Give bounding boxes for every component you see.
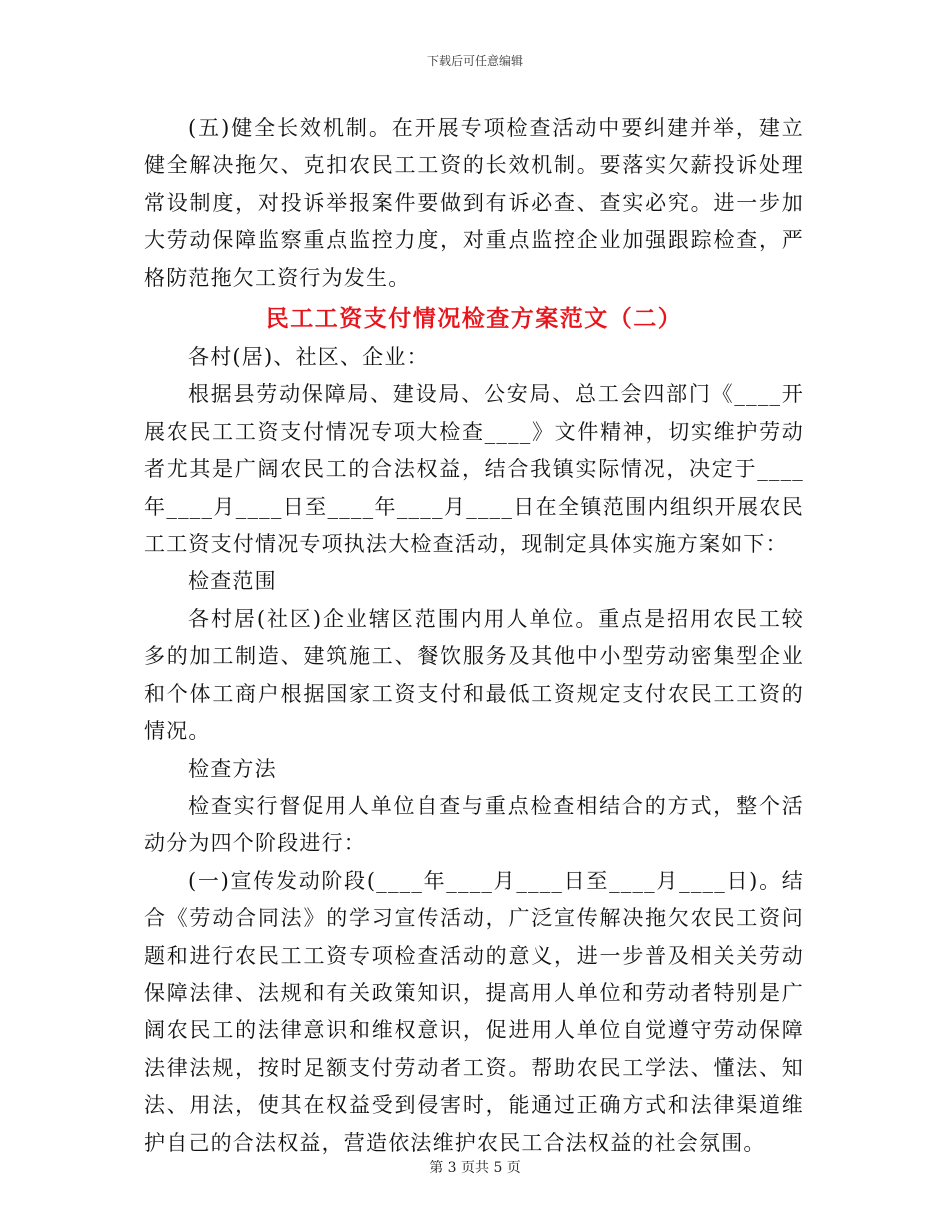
paragraph-stage-one: (一)宣传发动阶段(____年____月____日至____月____日)。结合《劳动合同法》的学习宣传活动，广泛宣传解决拖欠农民工资问题和进行农民工工资专项检查活动的意义，进一步普及相关关劳动保障法律、法规和有关政策知识，提高用人单位和劳动者特别是广阔农民工的法律意识和维权意识，促进用人单位自觉遵守劳动保障法律法规，按时足额支付劳动者工资。帮助农民工学法、懂法、知法、用法，使其在权益受到侵害时，能通过正确方式和法律渠道维护自己的合法权益，营造依法维护农民工合法权益的社会氛围。 xyxy=(144,868,804,1155)
paragraph-long-term-mechanism: (五)健全长效机制。在开展专项检查活动中要纠建并举，建立健全解决拖欠、克扣农民工工资的长效机制。要落实欠薪投诉处理常设制度，对投诉举报案件要做到有诉必查、查实必究。进一步加大劳动保障监察重点监控力度，对重点监控企业加强跟踪检查，严格防范拖欠工资行为发生。 xyxy=(144,116,804,290)
heading-inspection-method: 检查方法 xyxy=(188,756,277,781)
header-note: 下载后可任意编辑 xyxy=(426,54,523,68)
document-title: 民工工资支付情况检查方案范文（二） xyxy=(265,305,683,333)
paragraph-inspection-scope: 各村居(社区)企业辖区范围内用人单位。重点是招用农民工较多的加工制造、建筑施工、餐饮服务及其他中小型劳动密集型企业和个体工商户根据国家工资支付和最低工资规定支付农民工工资的情况。 xyxy=(144,606,804,744)
paragraph-intro: 根据县劳动保障局、建设局、公安局、总工会四部门《____开展农民工工资支付情况专项大检查____》文件精神，切实维护劳动者尤其是广阔农民工的合法权益，结合我镇实际情况，决定于____年____月____日至____年____月____日在全镇范围内组织开展农民工工资支付情况专项执法大检查活动，现制定具体实施方案如下： xyxy=(144,382,804,557)
page-number: 第 3 页共 5 页 xyxy=(429,1160,521,1176)
heading-inspection-scope: 检查范围 xyxy=(188,569,277,594)
paragraph-inspection-method: 检查实行督促用人单位自查与重点检查相结合的方式，整个活动分为四个阶段进行： xyxy=(144,793,804,856)
document-body xyxy=(144,110,804,1162)
salutation: 各村(居)、社区、企业： xyxy=(188,345,429,370)
